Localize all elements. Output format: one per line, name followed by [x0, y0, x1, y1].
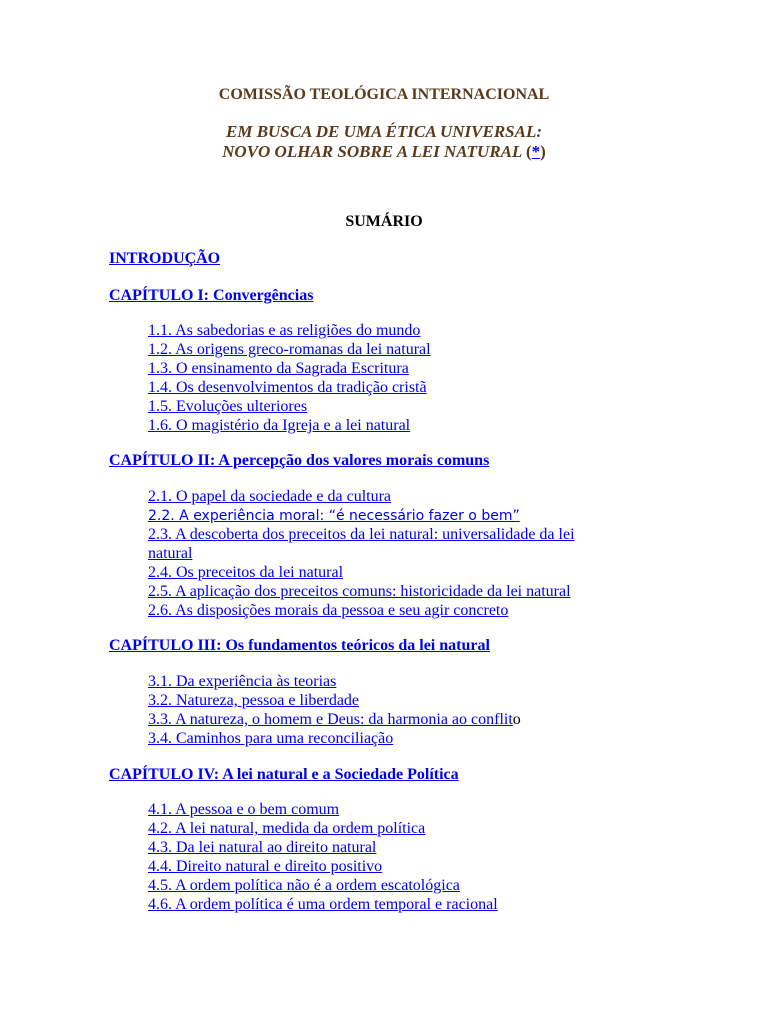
toc-item-2-6[interactable]: 2.6. As disposições morais da pessoa e seu agir concreto: [148, 602, 509, 619]
toc-item-4-6[interactable]: 4.6. A ordem política é uma ordem temporal e racional: [148, 896, 498, 913]
chapter-2-link[interactable]: CAPÍTULO II: A percepção dos valores morais comuns: [109, 452, 490, 469]
toc-item-2-2[interactable]: 2.2. A experiência moral: “é necessário fazer o bem”: [148, 508, 520, 524]
toc-item-1-5[interactable]: 1.5. Evoluções ulteriores: [148, 398, 308, 415]
document-title-line2: [0, 142, 768, 162]
toc-item-1-3[interactable]: 1.3. O ensinamento da Sagrada Escritura: [148, 360, 409, 377]
toc-item-2-4[interactable]: 2.4. Os preceitos da lei natural: [148, 564, 344, 581]
chapter-3-link[interactable]: CAPÍTULO III: Os fundamentos teóricos da lei natural: [109, 637, 490, 654]
toc-item-4-4[interactable]: 4.4. Direito natural e direito positivo: [148, 858, 383, 875]
toc-item-4-3[interactable]: 4.3. Da lei natural ao direito natural: [148, 839, 377, 856]
document-title-line2-text: NOVO OLHAR SOBRE A LEI NATURAL: [222, 142, 522, 161]
footnote-open: (: [526, 142, 532, 161]
toc-item-1-6[interactable]: 1.6. O magistério da Igreja e a lei natural: [148, 417, 411, 434]
toc-item-3-3: [148, 710, 521, 729]
toc-item-4-2[interactable]: 4.2. A lei natural, medida da ordem política: [148, 820, 426, 837]
toc-item-2-5[interactable]: 2.5. A aplicação dos preceitos comuns: historicidade da lei natural: [148, 583, 571, 600]
toc-item-4-5[interactable]: 4.5. A ordem política não é a ordem escatológica: [148, 877, 460, 894]
chapter-4-link[interactable]: CAPÍTULO IV: A lei natural e a Sociedade Política: [109, 766, 459, 783]
toc-item-4-1[interactable]: 4.1. A pessoa e o bem comum: [148, 801, 340, 818]
toc-item-3-4[interactable]: 3.4. Caminhos para uma reconciliação: [148, 730, 394, 747]
toc-item-1-4[interactable]: 1.4. Os desenvolvimentos da tradição cristã: [148, 379, 427, 396]
toc-item-1-1[interactable]: 1.1. As sabedorias e as religiões do mundo: [148, 322, 421, 339]
footnote-close: ): [540, 142, 546, 161]
organization-title: COMISSÃO TEOLÓGICA INTERNACIONAL: [218, 86, 550, 103]
toc-item-3-2[interactable]: 3.2. Natureza, pessoa e liberdade: [148, 692, 360, 709]
toc-item-3-3-tail: o: [512, 711, 521, 728]
summary-heading: SUMÁRIO: [345, 213, 423, 230]
intro-link[interactable]: INTRODUÇÃO: [109, 250, 221, 267]
toc-item-3-1[interactable]: 3.1. Da experiência às teorias: [148, 673, 337, 690]
toc-item-2-1[interactable]: 2.1. O papel da sociedade e da cultura: [148, 488, 392, 505]
toc-item-1-2[interactable]: 1.2. As origens greco-romanas da lei natural: [148, 341, 431, 358]
chapter-1-link[interactable]: CAPÍTULO I: Convergências: [109, 287, 314, 304]
toc-item-3-3-link[interactable]: 3.3. A natureza, o homem e Deus: da harmonia ao conflit: [148, 711, 513, 728]
footnote-link[interactable]: *: [531, 142, 541, 161]
toc-item-2-3[interactable]: 2.3. A descoberta dos preceitos da lei natural: universalidade da lei natural: [148, 526, 575, 562]
document-title-line1: EM BUSCA DE UMA ÉTICA UNIVERSAL:: [225, 122, 543, 141]
